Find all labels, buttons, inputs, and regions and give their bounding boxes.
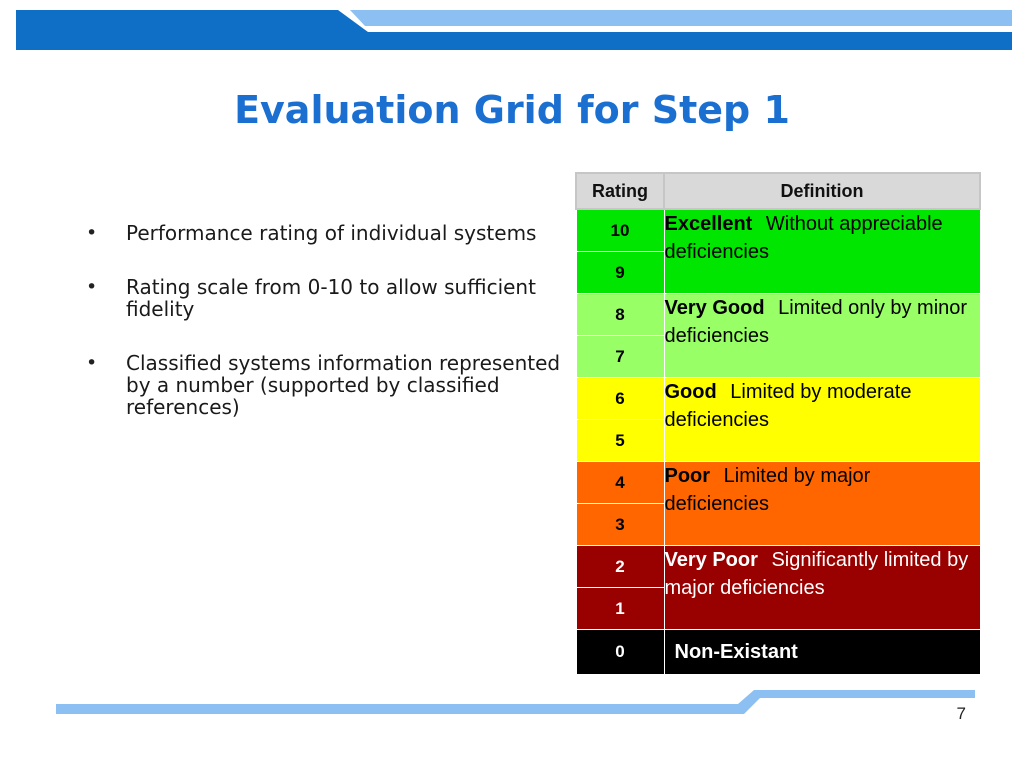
table-row-very-good [576,294,980,336]
table-row-poor [576,462,980,504]
rating-cell: 9 [576,252,664,294]
page-number: 7 [956,704,966,723]
definition-label: Very Poor [664,549,758,571]
definition-column-header: Definition [664,173,980,209]
rating-cell: 10 [576,209,664,252]
bullet-item [86,352,566,418]
bullet-icon: • [86,276,98,298]
definition-cell [664,546,980,630]
table-row-very-poor [576,546,980,588]
rating-cell: 4 [576,462,664,504]
bullet-text: Rating scale from 0-10 to allow sufficient fidelity [126,275,536,321]
rating-cell: 3 [576,504,664,546]
definition-description: Significantly limited by major deficiencies [664,549,969,599]
rating-cell: 5 [576,420,664,462]
bullet-item [86,222,566,244]
bottom-banner [0,680,1024,720]
definition-description: Limited by moderate deficiencies [664,381,912,431]
definition-cell [664,378,980,462]
definition-cell [664,209,980,294]
evaluation-grid-table [575,172,981,675]
bullet-icon: • [86,352,98,374]
rating-cell: 0 [576,630,664,675]
definition-description: Without appreciable deficiencies [664,213,943,263]
definition-cell [664,294,980,378]
rating-cell: 1 [576,588,664,630]
table-row-good [576,378,980,420]
rating-cell: 6 [576,378,664,420]
table-row-excellent [576,209,980,252]
table-header-row [576,173,980,209]
top-banner [0,0,1024,60]
bullet-item [86,276,566,320]
slide-title: Evaluation Grid for Step 1 [234,88,790,132]
bullet-text: Performance rating of individual systems [126,221,537,245]
definition-label: Very Good [664,297,765,319]
rating-cell: 7 [576,336,664,378]
definition-description: Limited by major deficiencies [664,465,871,515]
rating-cell: 2 [576,546,664,588]
table-row-non-existant [576,630,980,675]
definition-label: Poor [664,465,711,487]
definition-cell [664,630,980,675]
bullet-icon: • [86,222,98,244]
definition-cell [664,462,980,546]
definition-label: Good [664,381,717,403]
definition-description: Limited only by minor deficiencies [664,297,968,347]
definition-label: Non-Existant [674,641,798,663]
bullet-list [86,222,566,450]
bullet-text: Classified systems information represented by a number (supported by classified references) [126,351,561,419]
definition-label: Excellent [664,213,753,235]
rating-cell: 8 [576,294,664,336]
rating-column-header: Rating [576,173,664,209]
